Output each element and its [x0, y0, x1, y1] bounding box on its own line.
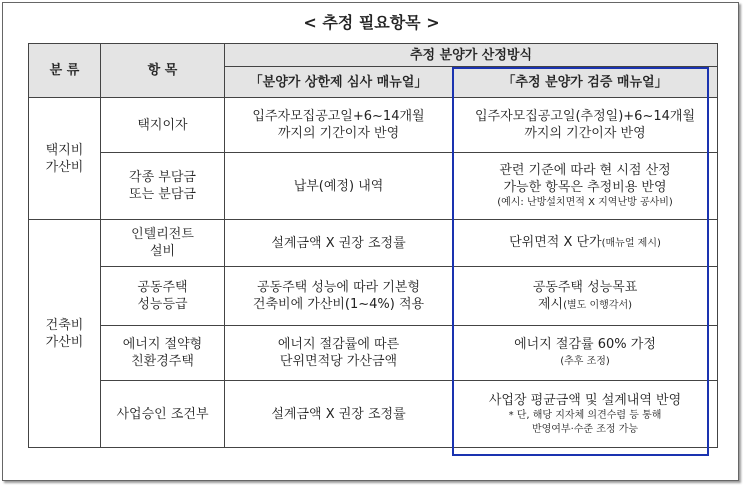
header-manual-a: 「분양가 상한제 심사 매뉴얼」 [225, 67, 453, 98]
item-cell: 공동주택 성능등급 [101, 267, 225, 326]
manual-a-cell: 설계금액 X 권장 조정률 [225, 220, 453, 267]
table-row [29, 98, 718, 153]
manual-a-cell: 설계금액 X 권장 조정률 [225, 381, 453, 448]
manual-b-cell: 에너지 절감률 60% 가정 (추후 조정) [453, 326, 718, 381]
item-cell: 에너지 절약형 친환경주택 [101, 326, 225, 381]
table-row [29, 153, 718, 220]
item-cell: 각종 부담금 또는 분담금 [101, 153, 225, 220]
manual-b-cell: 사업장 평균금액 및 설계내역 반영 * 단, 해당 지자체 의견수렴 등 통해 반영여부·수준 조정 가능 [453, 381, 718, 448]
header-category: 분 류 [29, 44, 101, 98]
table-row [29, 220, 718, 267]
header-manual-b: 「추정 분양가 검증 매뉴얼」 [453, 67, 718, 98]
manual-a-cell: 에너지 절감률에 따른 단위면적당 가산금액 [225, 326, 453, 381]
header-method: 추정 분양가 산정방식 [225, 44, 718, 67]
estimate-items-table [28, 43, 718, 448]
manual-a-cell: 공동주택 성능에 따라 기본형 건축비에 가산비(1~4%) 적용 [225, 267, 453, 326]
manual-b-cell: 공동주택 성능목표 제시(별도 이행각서) [453, 267, 718, 326]
table-row [29, 381, 718, 448]
item-cell: 인텔리전트 설비 [101, 220, 225, 267]
header-item: 항 목 [101, 44, 225, 98]
table-row [29, 267, 718, 326]
manual-b-cell: 입주자모집공고일(추정일)+6~14개월 까지의 기간이자 반영 [453, 98, 718, 153]
manual-b-cell: 단위면적 X 단가(매뉴얼 제시) [453, 220, 718, 267]
manual-b-cell: 관련 기준에 따라 현 시점 산정 가능한 항목은 추정비용 반영 (예시: 난방설치면적 X 지역난방 공사비) [453, 153, 718, 220]
table-row [29, 326, 718, 381]
manual-a-cell: 납부(예정) 내역 [225, 153, 453, 220]
page-title: < 추정 필요항목 > [303, 13, 440, 32]
item-cell: 사업승인 조건부 [101, 381, 225, 448]
category-cell: 건축비 가산비 [29, 220, 101, 448]
category-cell: 택지비 가산비 [29, 98, 101, 220]
item-cell: 택지이자 [101, 98, 225, 153]
manual-a-cell: 입주자모집공고일+6~14개월 까지의 기간이자 반영 [225, 98, 453, 153]
